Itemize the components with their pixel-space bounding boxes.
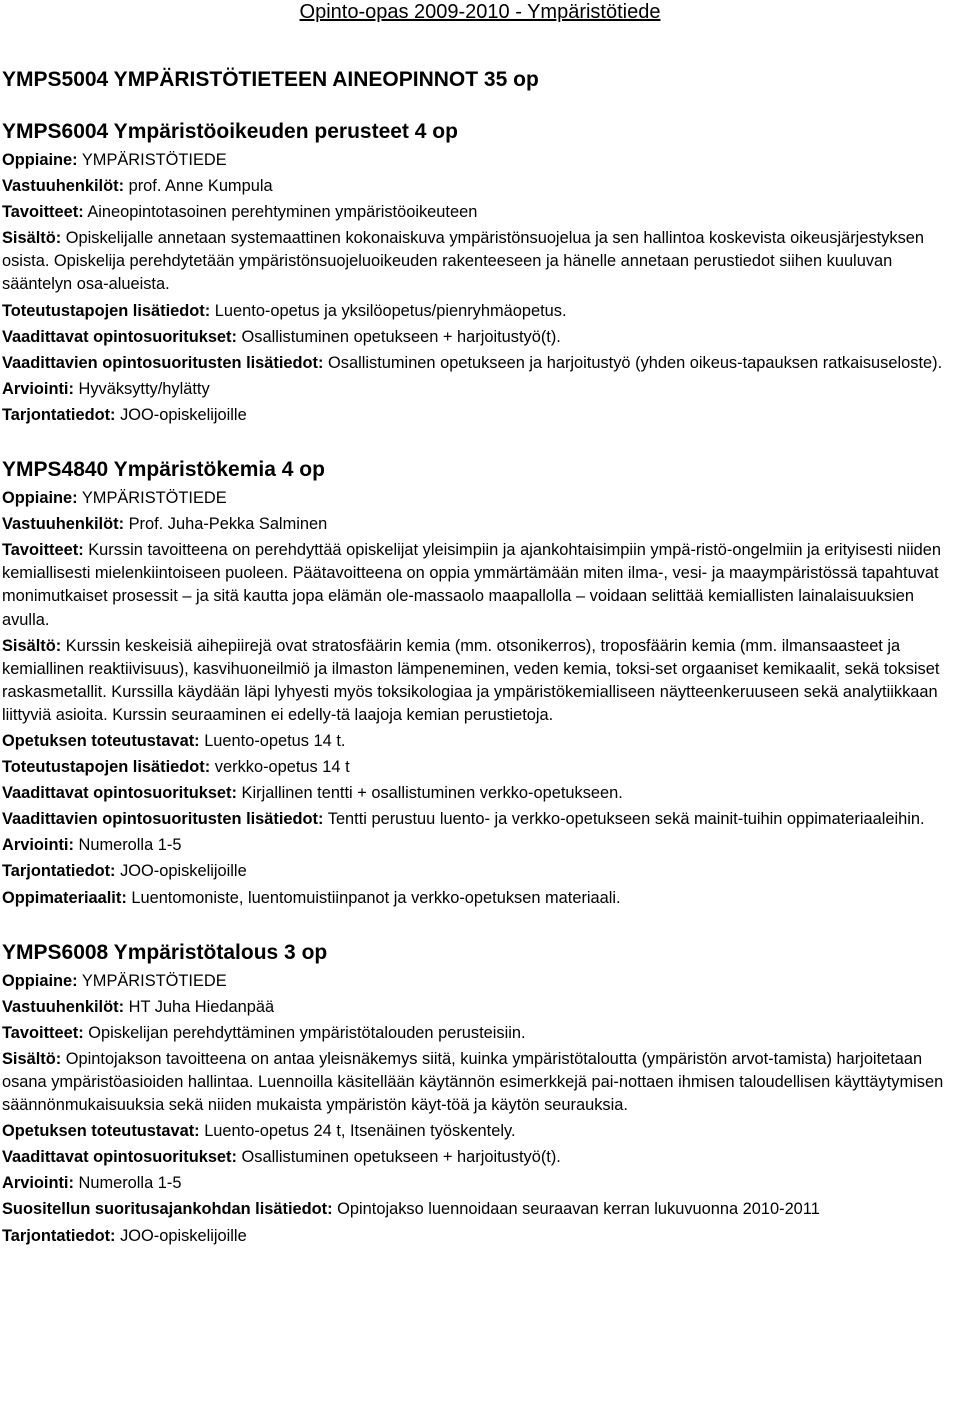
field-value: Aineopintotasoinen perehtyminen ympäristöoikeuteen <box>87 203 478 222</box>
field-value: verkko-opetus 14 t <box>214 758 350 777</box>
field-label: Tarjontatiedot: <box>2 405 116 424</box>
field-row <box>2 635 956 727</box>
course-title: YMPS4840 Ympäristökemia 4 op <box>2 458 325 482</box>
field-label: Vaadittavien opintosuoritusten lisätiedot: <box>2 810 324 829</box>
field-value: JOO-opiskelijoille <box>120 405 247 424</box>
field-row <box>2 756 956 779</box>
field-label: Suositellun suoritusajankohdan lisätiedot: <box>2 1200 333 1219</box>
field-row <box>2 1198 956 1221</box>
field-label: Opetuksen toteutustavat: <box>2 731 200 750</box>
field-value: JOO-opiskelijoille <box>120 1226 247 1245</box>
course-ymps6008 <box>2 938 956 1248</box>
field-value: YMPÄRISTÖTIEDE <box>81 489 227 508</box>
field-row <box>2 149 956 172</box>
field-value: Luento-opetus ja yksilöopetus/pienryhmäopetus. <box>214 301 567 320</box>
field-row <box>2 808 956 831</box>
field-row <box>2 513 956 536</box>
field-value: Osallistuminen opetukseen + harjoitustyö(t). <box>241 1148 561 1167</box>
field-label: Vastuuhenkilöt: <box>2 997 125 1016</box>
field-row <box>2 539 956 631</box>
field-row <box>2 352 956 375</box>
field-row <box>2 1022 956 1045</box>
field-value: Numerolla 1-5 <box>78 836 182 855</box>
field-value: YMPÄRISTÖTIEDE <box>81 151 227 169</box>
field-value: Kurssin keskeisiä aihepiirejä ovat stratosfäärin kemia (mm. otsonikerros), troposfäärin kemia (mm. ilmansaasteet ja kemiallinen reaktiivisuus), kasvihuoneilmiö ja ilmaston lämpeneminen, veden kemia, toksi-set orgaaniset kemikaalit, sekä toksiset raskasmetallit. Kurssilla käydään läpi lyhyesti myös toksikologiaa ja ympäristökemialliseen näytteenkeruuseen sekä analytiikkaan liittyviä asioita. Kurssin seuraaminen ei edelly-tä laajoja kemian perustietoja. <box>2 636 940 724</box>
field-row <box>2 326 956 349</box>
field-row <box>2 782 956 805</box>
field-value: Luentomoniste, luentomuistiinpanot ja verkko-opetuksen materiaali. <box>131 888 621 907</box>
field-row <box>2 887 956 910</box>
field-row <box>2 996 956 1019</box>
field-label: Oppiaine: <box>2 489 78 508</box>
field-row <box>2 970 956 993</box>
field-label: Vaadittavat opintosuoritukset: <box>2 327 237 346</box>
field-value: Opintojakson tavoitteena on antaa yleisnäkemys siitä, kuinka ympäristötaloutta (ympäristön arvot-tamista) harjoitetaan osana ympäristöasioiden hallintaa. Luennoilla käsitellään käytännön esimerkkejä pai-nottaen ihmisen taloudellisen käyttäytymisen säännönmukaisuuksia sekä niiden mukaista ympäristön käyt-töä ja käytön seurauksia. <box>2 1049 944 1115</box>
field-row <box>2 1120 956 1143</box>
field-row <box>2 1225 956 1248</box>
field-row <box>2 834 956 857</box>
field-value: Osallistuminen opetukseen + harjoitustyö(t). <box>241 327 561 346</box>
field-row <box>2 1172 956 1195</box>
field-value: prof. Anne Kumpula <box>128 177 273 196</box>
field-value: Opiskelijalle annetaan systemaattinen kokonaiskuva ympäristönsuojelua ja sen hallintoa koskevista oikeusjärjestyksen osista. Opiskelija perehdytetään ympäristönsuojeluoikeuden rakenteeseen ja hänelle annetaan perustiedot siihen kuuluvan sääntelyn osa-alueista. <box>2 229 925 294</box>
field-label: Vastuuhenkilöt: <box>2 177 125 196</box>
page-header <box>0 0 960 24</box>
field-value: Osallistuminen opetukseen ja harjoitustyö (yhden oikeus-tapauksen ratkaisuseloste). <box>328 353 943 372</box>
field-row <box>2 404 956 427</box>
field-label: Oppimateriaalit: <box>2 888 127 907</box>
header-link[interactable]: Opinto-opas 2009-2010 - Ympäristötiede <box>299 1 661 23</box>
field-label: Sisältö: <box>2 1049 62 1068</box>
field-row <box>2 227 956 296</box>
field-label: Sisältö: <box>2 229 62 248</box>
field-row <box>2 201 956 224</box>
section-title: YMPS5004 YMPÄRISTÖTIETEEN AINEOPINNOT 35 op <box>2 68 539 91</box>
field-label: Opetuksen toteutustavat: <box>2 1122 200 1141</box>
field-value: JOO-opiskelijoille <box>120 862 247 881</box>
field-label: Vaadittavat opintosuoritukset: <box>2 1148 237 1167</box>
field-label: Toteutustapojen lisätiedot: <box>2 758 211 777</box>
course-title: YMPS6004 Ympäristöoikeuden perusteet 4 op <box>2 120 458 143</box>
document-body <box>2 48 956 1248</box>
field-label: Oppiaine: <box>2 151 78 169</box>
field-row <box>2 487 956 510</box>
field-row <box>2 860 956 883</box>
field-label: Tavoitteet: <box>2 1023 84 1042</box>
field-label: Sisältö: <box>2 636 62 655</box>
field-row <box>2 300 956 323</box>
field-value: Luento-opetus 14 t. <box>204 731 346 750</box>
field-label: Tarjontatiedot: <box>2 862 116 881</box>
field-label: Vastuuhenkilöt: <box>2 515 125 534</box>
field-value: Opiskelijan perehdyttäminen ympäristötalouden perusteisiin. <box>88 1023 526 1042</box>
field-label: Arviointi: <box>2 836 74 855</box>
field-label: Tavoitteet: <box>2 203 84 222</box>
field-row <box>2 730 956 753</box>
field-value: Tentti perustuu luento- ja verkko-opetukseen sekä mainit-tuihin oppimateriaaleihin. <box>327 810 925 829</box>
field-label: Toteutustapojen lisätiedot: <box>2 301 211 320</box>
field-row <box>2 1146 956 1169</box>
field-value: Kurssin tavoitteena on perehdyttää opiskelijat yleisimpiin ja ajankohtaisimpiin ympä-ristö-ongelmiin ja erityisesti niiden kemiallisesti mielenkiintoiseen puoleen. Päätavoitteena on oppia ymmärtämään miten ilma-, vesi- ja maaympäristössä tapahtuvat monimutkaiset prosessit – ja sitä kautta jopa elämän ole-massaolo maapallolla – voidaan selittää kemiallisten lainalaisuuksien avulla. <box>2 541 941 629</box>
course-ymps4840 <box>2 455 956 910</box>
field-label: Oppiaine: <box>2 971 78 990</box>
field-label: Vaadittavat opintosuoritukset: <box>2 784 237 803</box>
field-value: Numerolla 1-5 <box>78 1174 182 1193</box>
field-label: Arviointi: <box>2 379 74 398</box>
field-row <box>2 175 956 198</box>
course-title: YMPS6008 Ympäristötalous 3 op <box>2 940 328 964</box>
field-value: Luento-opetus 24 t, Itsenäinen työskentely. <box>204 1122 516 1141</box>
field-value: Hyväksytty/hylätty <box>78 379 210 398</box>
field-row <box>2 1048 956 1117</box>
course-ymps6004 <box>2 117 956 427</box>
field-value: Opintojakso luennoidaan seuraavan kerran lukuvuonna 2010-2011 <box>337 1200 820 1219</box>
field-value: HT Juha Hiedanpää <box>128 997 275 1016</box>
field-value: YMPÄRISTÖTIEDE <box>81 971 227 990</box>
field-label: Tarjontatiedot: <box>2 1226 116 1245</box>
field-row <box>2 378 956 401</box>
field-value: Kirjallinen tentti + osallistuminen verkko-opetukseen. <box>241 784 623 803</box>
field-label: Vaadittavien opintosuoritusten lisätiedot: <box>2 353 324 372</box>
course-list <box>2 117 956 1248</box>
field-label: Tavoitteet: <box>2 541 84 560</box>
field-value: Prof. Juha-Pekka Salminen <box>128 515 328 534</box>
field-label: Arviointi: <box>2 1174 74 1193</box>
